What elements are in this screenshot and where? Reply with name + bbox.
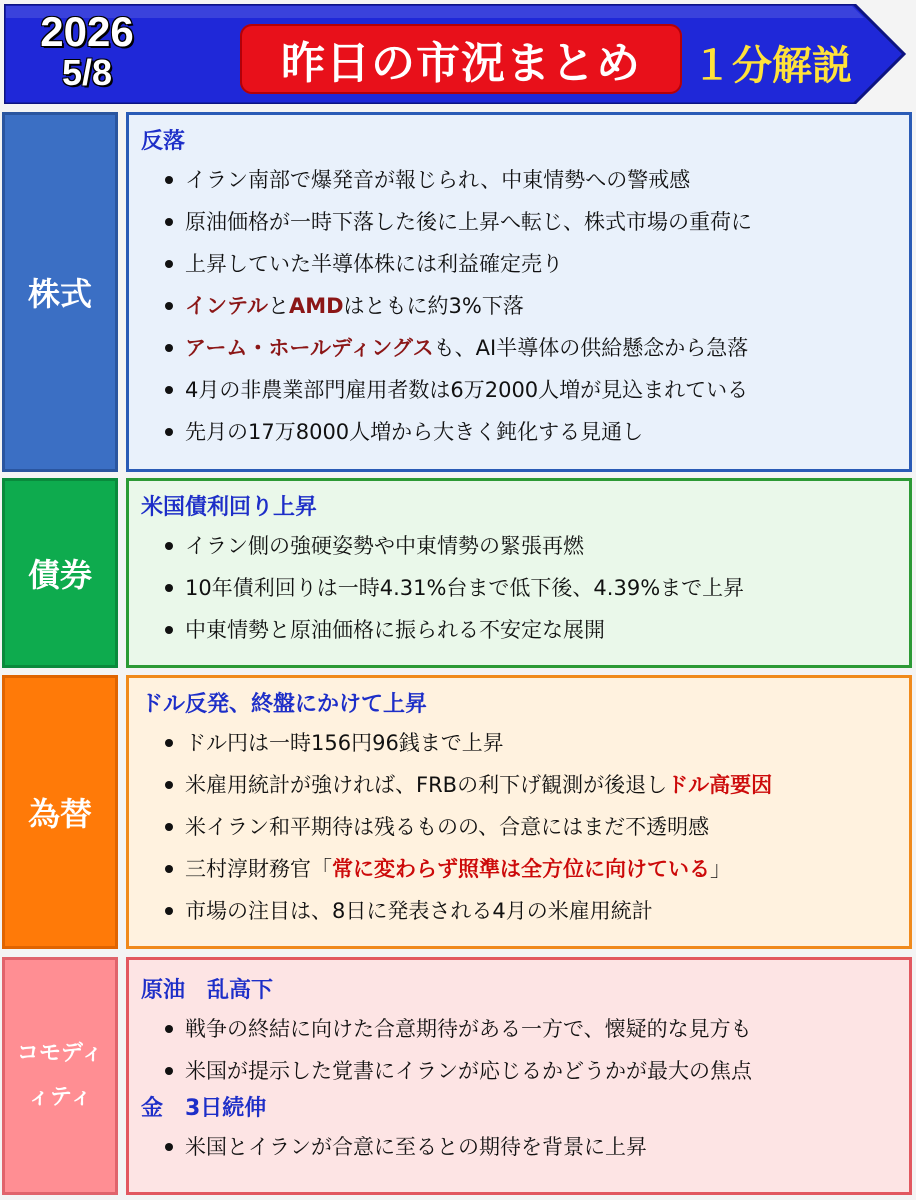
- list-item: 米国とイランが合意に至るとの期待を背景に上昇: [141, 1126, 897, 1168]
- list-item: 上昇していた半導体株には利益確定売り: [141, 243, 897, 285]
- highlight-text: ドル高要因: [667, 773, 773, 797]
- section-commodities: [0, 957, 916, 1195]
- section-fx: [0, 675, 916, 949]
- date-block: [12, 10, 162, 92]
- connector-text: と: [267, 294, 289, 318]
- page-title: 昨日の市況まとめ: [240, 24, 682, 94]
- item-text: はともに約3%下落: [343, 294, 524, 318]
- section-content-commodities: [126, 957, 912, 1195]
- year-text: 2026: [40, 8, 134, 55]
- section-heading-stocks: 反落: [141, 129, 186, 154]
- section-heading-gold: 金 3日続伸: [141, 1096, 267, 1121]
- bullet-list-stocks: [141, 159, 897, 453]
- list-item: イラン側の強硬姿勢や中東情勢の緊張再燃: [141, 525, 897, 567]
- bullet-list-oil: [141, 1008, 897, 1092]
- highlight-company: AMD: [288, 294, 344, 318]
- list-item: 市場の注目は、8日に発表される4月の米雇用統計: [141, 890, 897, 932]
- list-item: 米イラン和平期待は残るものの、合意にはまだ不透明感: [141, 806, 897, 848]
- section-label-fx: 為替: [2, 675, 118, 949]
- list-item: [141, 764, 897, 806]
- list-item: 戦争の終結に向けた合意期待がある一方で、懐疑的な見方も: [141, 1008, 897, 1050]
- page-subtitle: １分解説: [692, 43, 852, 89]
- list-item: 4月の非農業部門雇用者数は6万2000人増が見込まれている: [141, 369, 897, 411]
- section-heading-bonds: 米国債利回り上昇: [141, 495, 318, 520]
- section-heading-oil: 原油 乱高下: [141, 978, 274, 1003]
- section-content-bonds: [126, 478, 912, 668]
- section-label-bonds: 債券: [2, 478, 118, 668]
- list-item: 米国が提示した覚書にイランが応じるかどうかが最大の焦点: [141, 1050, 897, 1092]
- date-text: 5/8: [61, 52, 113, 94]
- section-label-commodities: [2, 957, 118, 1195]
- section-content-stocks: [126, 112, 912, 472]
- list-item: 10年債利回りは一時4.31%台まで低下後、4.39%まで上昇: [141, 567, 897, 609]
- list-item: [141, 848, 897, 890]
- highlight-company: アーム・ホールディングス: [185, 336, 434, 360]
- list-item: [141, 285, 897, 327]
- highlight-company: インテル: [185, 294, 268, 318]
- list-item: [141, 327, 897, 369]
- item-text: 三村淳財務官「: [185, 857, 332, 881]
- list-item: 先月の17万8000人増から大きく鈍化する見通し: [141, 411, 897, 453]
- bullet-list-fx: [141, 722, 897, 932]
- item-text: も、AI半導体の供給懸念から急落: [433, 336, 749, 360]
- header-banner: [4, 4, 908, 104]
- highlight-quote: 常に変わらず照準は全方位に向けている: [332, 857, 710, 881]
- section-label-line: ィティ: [27, 1085, 93, 1110]
- section-stocks: [0, 112, 916, 472]
- section-bonds: [0, 478, 916, 668]
- item-text: 」: [710, 857, 731, 881]
- section-label-line: コモディ: [16, 1041, 104, 1066]
- list-item: 原油価格が一時下落した後に上昇へ転じ、株式市場の重荷に: [141, 201, 897, 243]
- bullet-list-bonds: [141, 525, 897, 651]
- bullet-list-gold: [141, 1126, 897, 1168]
- section-label-stocks: 株式: [2, 112, 118, 472]
- section-content-fx: [126, 675, 912, 949]
- list-item: 中東情勢と原油価格に振られる不安定な展開: [141, 609, 897, 651]
- item-text: 米雇用統計が強ければ、FRBの利下げ観測が後退し: [185, 773, 668, 797]
- section-heading-fx: ドル反発、終盤にかけて上昇: [141, 692, 428, 717]
- list-item: ドル円は一時156円96銭まで上昇: [141, 722, 897, 764]
- list-item: イラン南部で爆発音が報じられ、中東情勢への警戒感: [141, 159, 897, 201]
